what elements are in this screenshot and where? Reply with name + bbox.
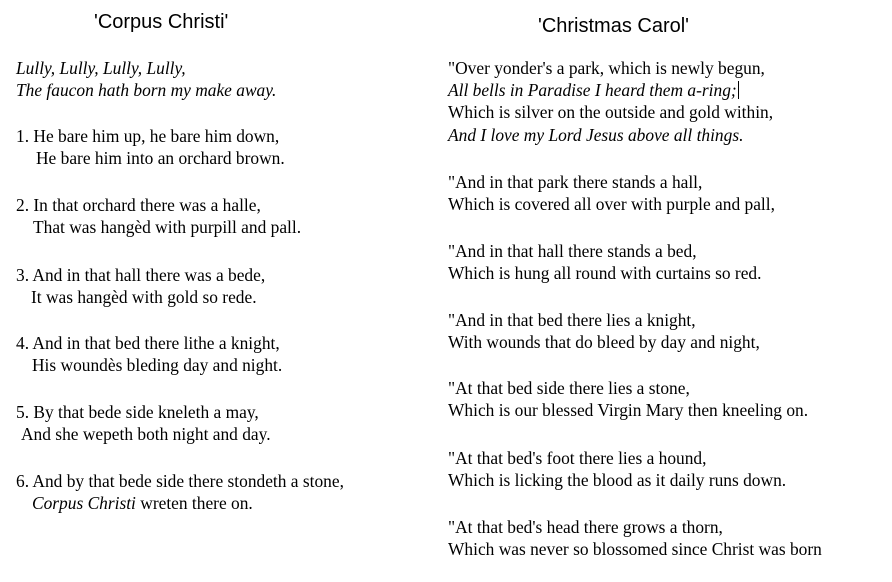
carol-verse-5-line-1: "At that bed side there lies a stone, xyxy=(448,378,690,398)
carol-verse-3-line-2: Which is hung all round with curtains so red. xyxy=(448,263,762,283)
carol-verse-6-line-1: "At that bed's foot there lies a hound, xyxy=(448,448,707,468)
carol-verse-1-line-2 xyxy=(448,79,739,101)
verse-2-line-1: 2. In that orchard there was a halle, xyxy=(16,195,261,215)
carol-verse-4-line-2: With wounds that do bleed by day and night, xyxy=(448,332,760,352)
verse-3-line-2: It was hangèd with gold so rede. xyxy=(31,287,257,307)
carol-verse-1-line-3: Which is silver on the outside and gold within, xyxy=(448,102,774,122)
verse-4-line-2: His woundès bleding day and night. xyxy=(32,355,283,375)
carol-verse-5-line-2: Which is our blessed Virgin Mary then kneeling on. xyxy=(448,400,809,420)
verse-2-line-2: That was hangèd with purpill and pall. xyxy=(33,217,302,237)
carol-verse-3-line-1: "And in that hall there stands a bed, xyxy=(448,241,697,261)
verse-5-line-2: And she wepeth both night and day. xyxy=(21,424,271,444)
verse-5-line-1: 5. By that bede side kneleth a may, xyxy=(16,402,259,422)
verse-1-line-2: He bare him into an orchard brown. xyxy=(36,148,285,168)
text-cursor xyxy=(738,81,739,99)
verse-1-line-1: 1. He bare him up, he bare him down, xyxy=(16,126,280,146)
carol-verse-7-line-2: Which was never so blossomed since Christ was born xyxy=(448,539,822,559)
carol-verse-7-line-1: "At that bed's head there grows a thorn, xyxy=(448,517,723,537)
carol-verse-2-line-1: "And in that park there stands a hall, xyxy=(448,172,703,192)
verse-4-line-1: 4. And in that bed there lithe a knight, xyxy=(16,333,280,353)
corpus-christi-title: 'Corpus Christi' xyxy=(94,11,229,33)
carol-verse-1-line-1: "Over yonder's a park, which is newly begun, xyxy=(448,58,765,78)
verse-3-line-1: 3. And in that hall there was a bede, xyxy=(16,265,266,285)
carol-verse-2-line-2: Which is covered all over with purple and pall, xyxy=(448,194,775,214)
refrain-line-2: The faucon hath born my make away. xyxy=(16,80,277,100)
carol-verse-1-line-4: And I love my Lord Jesus above all things. xyxy=(448,125,744,145)
carol-verse-1-line-2-text: All bells in Paradise I heard them a-ring; xyxy=(448,80,737,100)
verse-6-line-1: 6. And by that bede side there stondeth a stone, xyxy=(16,471,344,491)
verse-6-line-2 xyxy=(32,492,253,514)
carol-verse-6-line-2: Which is licking the blood as it daily runs down. xyxy=(448,470,787,490)
carol-verse-4-line-1: "And in that bed there lies a knight, xyxy=(448,310,696,330)
christmas-carol-title: 'Christmas Carol' xyxy=(538,15,689,37)
verse-6-line-2-rest: wreten there on. xyxy=(135,493,253,513)
corpus-christi-italic: Corpus Christi xyxy=(32,493,136,513)
refrain-line-1: Lully, Lully, Lully, Lully, xyxy=(16,58,186,78)
